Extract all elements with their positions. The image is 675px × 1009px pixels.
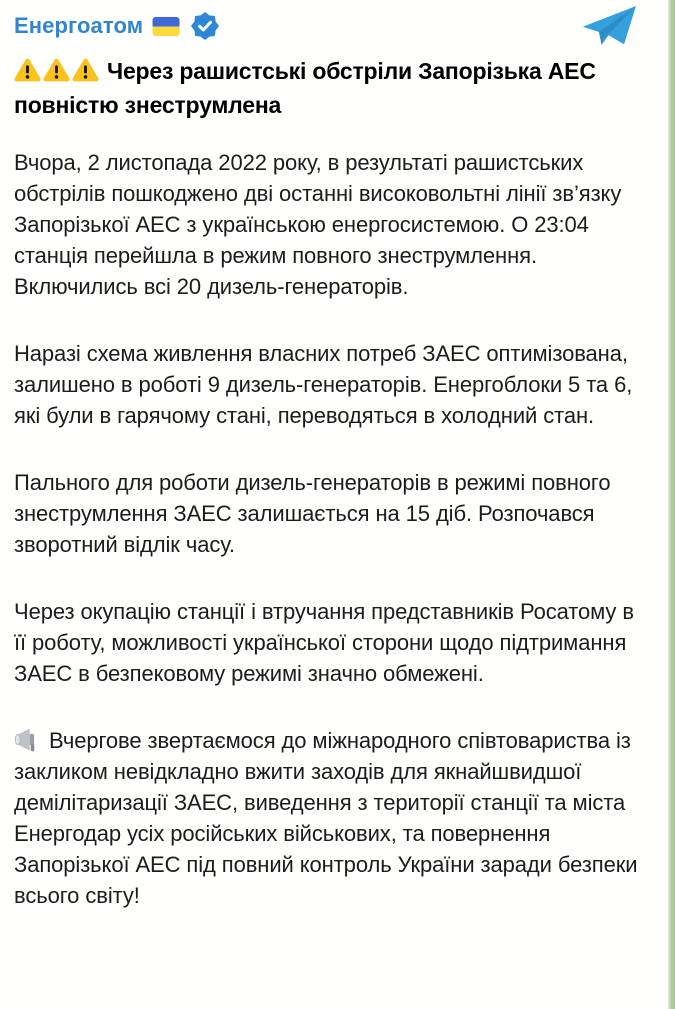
channel-name[interactable]: Енергоатом <box>14 13 144 38</box>
telegram-paper-plane-icon[interactable] <box>581 5 637 47</box>
post-title <box>14 54 641 122</box>
post-appeal-paragraph <box>14 725 641 911</box>
post-paragraph: Пального для роботи дизель-генераторів в режимі повного знеструмлення ЗАЕС залишається на 15 діб. Розпочався зворотний відлік часу. <box>14 470 611 557</box>
chat-background-strip <box>668 0 675 1009</box>
warning-triangle-icon <box>14 57 41 83</box>
warning-triangle-icon <box>72 57 99 83</box>
channel-header <box>14 7 641 45</box>
post-paragraph: Наразі схема живлення власних потреб ЗАЕС оптимізована, залишено в роботі 9 дизель-генераторів. Енергоблоки 5 та 6, які були в гарячому стані, переводяться в холодний стан. <box>14 341 633 428</box>
warning-triangle-icon <box>43 57 70 83</box>
post-title-text: Через рашистські обстріли Запорізька АЕС повністю знеструмлена <box>14 58 596 118</box>
ukraine-flag-icon <box>152 16 180 37</box>
loudspeaker-icon <box>14 725 42 756</box>
post-paragraph: Вчора, 2 листопада 2022 року, в результаті рашистських обстрілів пошкоджено дві останні високовольтні лінії зв’язку Запорізької АЕС з українською енергосистемою. О 23:04 станція перейшла в режим повного знеструмлення. Включились всі 20 дизель-генераторів. <box>14 150 622 299</box>
post-appeal-text: Вчергове звертаємося до міжнародного співтовариства із закликом невідкладно вжити заходів для якнайшвидшої демілітаризації ЗАЕС, виведення з території станції та міста Енергодар усіх російських військових, та повернення Запорізької АЕС під повний контроль України заради безпеки всього світу! <box>14 728 638 908</box>
post-paragraph: Через окупацію станції і втручання представників Росатому в її роботу, можливості української сторони щодо підтримання ЗАЕС в безпековому режимі значно обмежені. <box>14 599 634 686</box>
warning-icons <box>14 58 101 84</box>
verified-badge-icon <box>191 12 219 40</box>
